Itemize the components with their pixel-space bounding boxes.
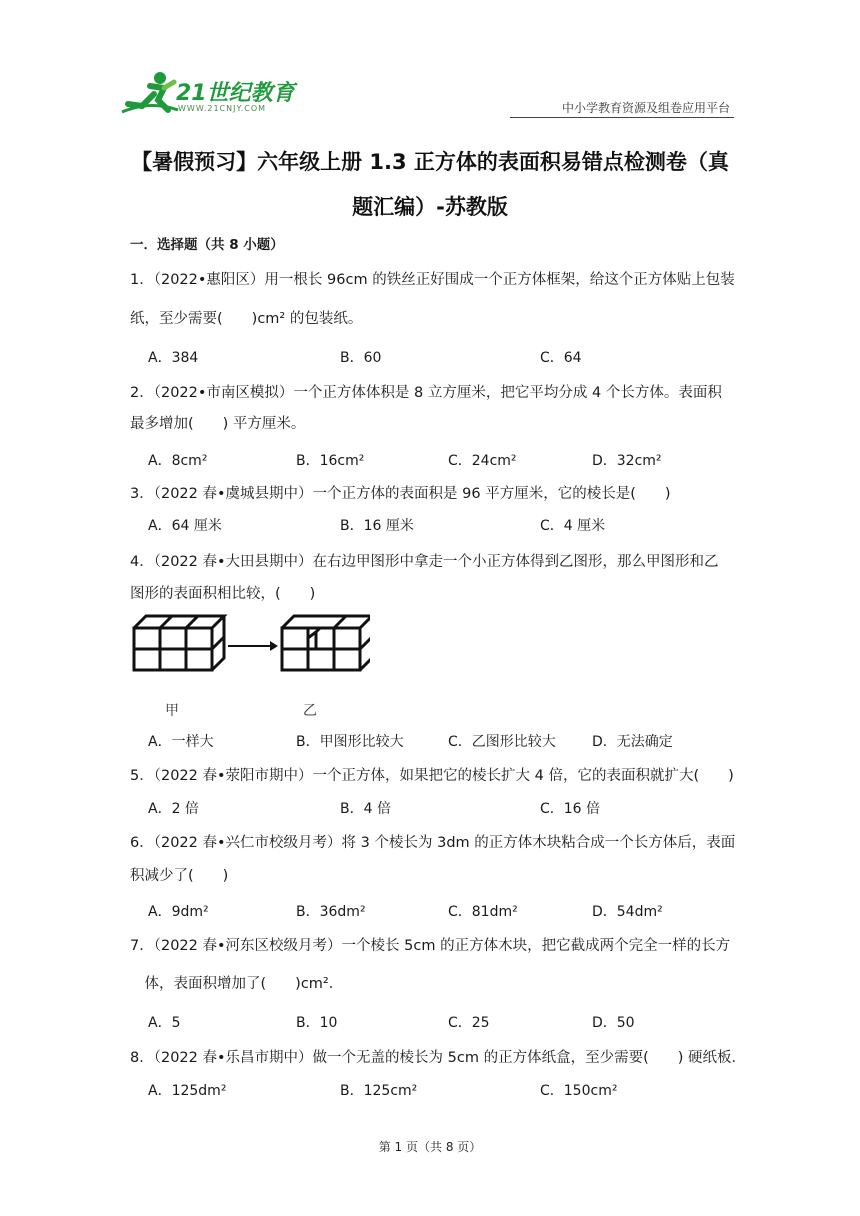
option-d[interactable]: D．50 (592, 1015, 635, 1031)
page-title-line-2: 题汇编）-苏教版 (352, 195, 508, 219)
option-a[interactable]: A．8cm² (148, 453, 208, 469)
logo-url: WWW.21CNJY.COM (178, 104, 267, 113)
option-a[interactable]: A．一样大 (148, 734, 214, 750)
option-d[interactable]: D．32cm² (592, 453, 662, 469)
option-d[interactable]: D．无法确定 (592, 734, 673, 750)
option-b[interactable]: B．60 (340, 350, 382, 366)
option-b[interactable]: B．10 (296, 1015, 338, 1031)
logo-text: 21世纪教育 (176, 81, 295, 106)
option-c[interactable]: C．25 (448, 1015, 490, 1031)
question-text: 7．（2022 春•河东区校级月考）一个棱长 5cm 的正方体木块，把它截成两个完全一样的长方 (130, 938, 731, 954)
option-a[interactable]: A．2 倍 (148, 801, 199, 817)
question-text: 5．（2022 春•荥阳市期中）一个正方体，如果把它的棱长扩大 4 倍，它的表面积就扩大( ) (130, 768, 734, 784)
option-b[interactable]: B．16cm² (296, 453, 365, 469)
page-footer: 第 1 页（共 8 页） (378, 1140, 482, 1154)
question-text: 1．（2022•惠阳区）用一根长 96cm 的铁丝正好围成一个正方体框架，给这个正方体贴上包装 (130, 272, 735, 288)
cube-figure (130, 612, 370, 672)
figure-label-yi: 乙 (303, 703, 317, 719)
option-b[interactable]: B．36dm² (296, 904, 366, 920)
figure-yi-cubes (282, 616, 370, 670)
option-b[interactable]: B．125cm² (340, 1083, 418, 1099)
question-text: 4．（2022 春•大田县期中）在右边甲图形中拿走一个小正方体得到乙图形，那么甲图形和乙 (130, 554, 719, 570)
page-title-line-1: 【暑假预习】六年级上册 1.3 正方体的表面积易错点检测卷（真 (131, 150, 729, 174)
site-logo (120, 66, 300, 122)
arrow-icon (228, 641, 278, 651)
platform-name: 中小学教育资源及组卷应用平台 (561, 101, 730, 115)
question-text: 图形的表面积相比较，( ) (130, 586, 316, 602)
question-text: 最多增加( ) 平方厘米。 (130, 416, 306, 432)
figure-label-jia: 甲 (165, 703, 179, 719)
option-b[interactable]: B．甲图形比较大 (296, 734, 404, 750)
section-heading: 一．选择题（共 8 小题） (130, 237, 284, 253)
header-divider (510, 117, 734, 118)
option-a[interactable]: A．9dm² (148, 904, 209, 920)
option-c[interactable]: C．乙图形比较大 (448, 734, 556, 750)
option-d[interactable]: D．54dm² (592, 904, 663, 920)
question-text: 积减少了( ) (130, 868, 229, 884)
figure-jia-cubes (134, 616, 224, 670)
runner-logo-icon (120, 70, 180, 120)
option-b[interactable]: B．4 倍 (340, 801, 391, 817)
option-b[interactable]: B．16 厘米 (340, 518, 414, 534)
option-c[interactable]: C．4 厘米 (540, 518, 606, 534)
option-a[interactable]: A．384 (148, 350, 199, 366)
option-a[interactable]: A．5 (148, 1015, 181, 1031)
question-text: 2．（2022•市南区模拟）一个正方体体积是 8 立方厘米，把它平均分成 4 个长方体。表面积 (130, 385, 722, 401)
question-text: 体，表面积增加了( )cm²． (130, 976, 344, 992)
option-c[interactable]: C．24cm² (448, 453, 517, 469)
option-c[interactable]: C．16 倍 (540, 801, 601, 817)
option-c[interactable]: C．81dm² (448, 904, 518, 920)
option-a[interactable]: A．125dm² (148, 1083, 227, 1099)
question-text: 8．（2022 春•乐昌市期中）做一个无盖的棱长为 5cm 的正方体纸盒，至少需要( ) 硬纸板． (130, 1050, 746, 1066)
question-text: 3．（2022 春•虞城县期中）一个正方体的表面积是 96 平方厘米，它的棱长是( ) (130, 486, 671, 502)
option-c[interactable]: C．150cm² (540, 1083, 618, 1099)
option-a[interactable]: A．64 厘米 (148, 518, 222, 534)
question-text: 6．（2022 春•兴仁市校级月考）将 3 个棱长为 3dm 的正方体木块粘合成一个长方体后，表面 (130, 835, 736, 851)
question-text: 纸，至少需要( )cm² 的包装纸。 (130, 311, 363, 327)
option-c[interactable]: C．64 (540, 350, 582, 366)
